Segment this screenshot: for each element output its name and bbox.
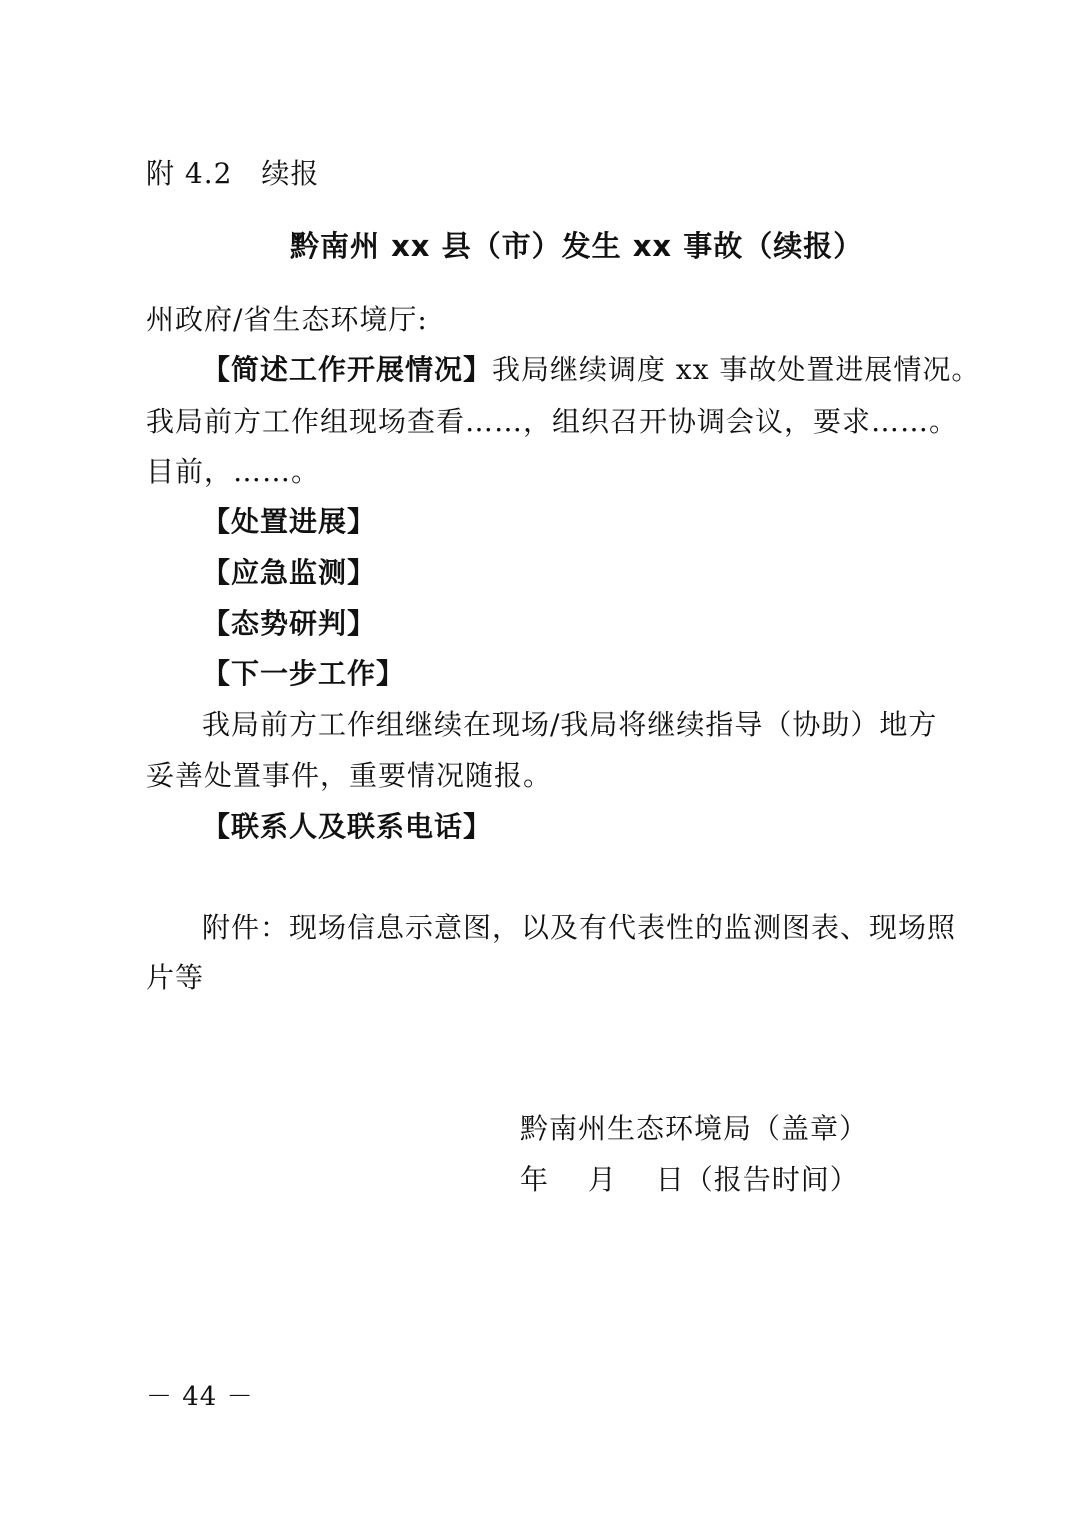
signature-org: 黔南州生态环境局（盖章） <box>520 1112 869 1145</box>
work-text-3: 目前，……。 <box>146 455 321 488</box>
signature-date: 年 月 日（报告时间） <box>520 1163 859 1196</box>
recipient: 州政府/省生态环境厅: <box>146 303 428 336</box>
section-monitoring: 【应急监测】 <box>202 556 377 589</box>
work-text-1: 我局继续调度 xx 事故处置进展情况。 <box>492 353 981 386</box>
section-disposal: 【处置进展】 <box>202 505 377 538</box>
section-assessment: 【态势研判】 <box>202 607 377 640</box>
attachment-line-2: 片等 <box>146 961 205 994</box>
work-heading: 【简述工作开展情况】 <box>202 353 493 386</box>
appendix-label: 附 4.2 续报 <box>146 157 320 190</box>
next-text-1: 我局前方工作组继续在现场/我局将继续指导（协助）地方 <box>202 708 938 741</box>
work-text-2: 我局前方工作组现场查看……，组织召开协调会议，要求……。 <box>146 405 959 438</box>
attachment-line-1: 附件：现场信息示意图，以及有代表性的监测图表、现场照 <box>202 911 957 944</box>
next-text-2: 妥善处置事件，重要情况随报。 <box>146 759 553 792</box>
page-number: － 44 － <box>146 1382 254 1412</box>
work-paragraph-line-1 <box>202 350 980 390</box>
document-title: 黔南州 xx 县（市）发生 xx 事故（续报） <box>290 229 864 263</box>
section-contact: 【联系人及联系电话】 <box>202 810 493 843</box>
section-next: 【下一步工作】 <box>202 657 406 690</box>
